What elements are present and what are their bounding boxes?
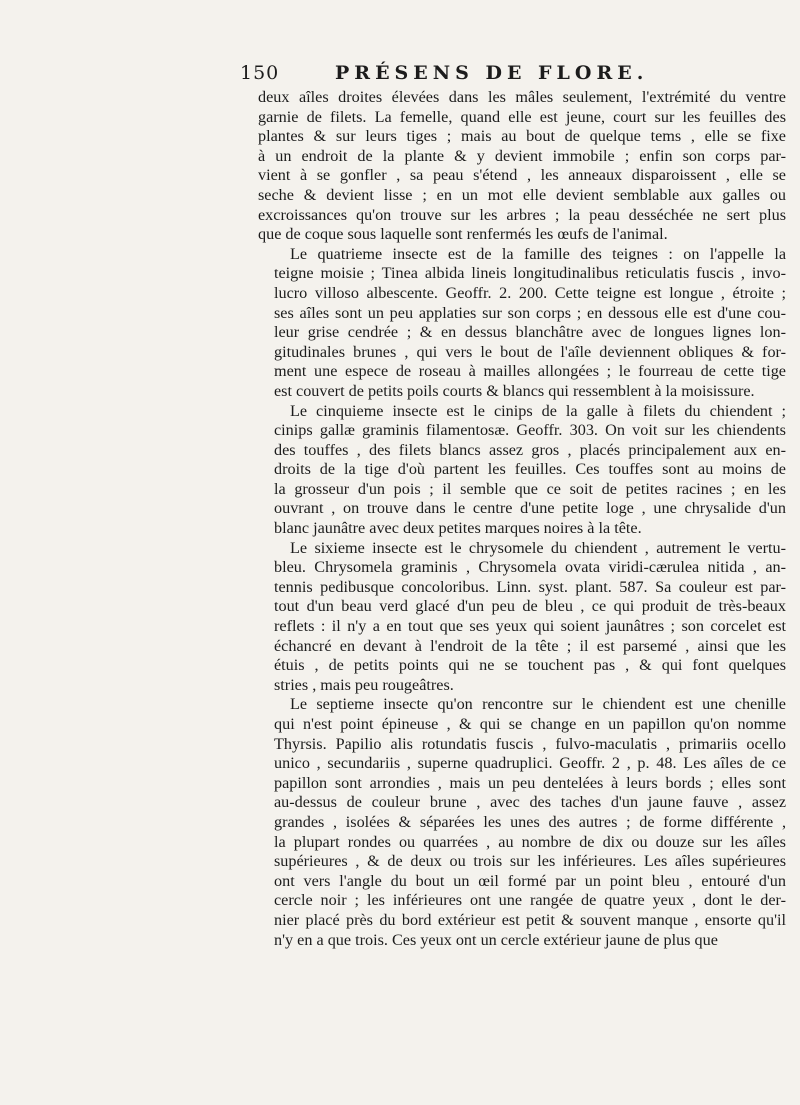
text-line: excroissances qu'on trouve sur les arbres ; la peau desséchée ne sert plus xyxy=(258,205,786,224)
paragraph xyxy=(258,402,786,539)
text-line: blanc jaunâtre avec deux petites marques noires à la tête. xyxy=(274,519,642,538)
text-line: Le sixieme insecte est le chrysomele du chiendent , autrement le vertu- xyxy=(290,538,786,557)
paragraph xyxy=(258,539,786,696)
text-line: à un endroit de la plante & y devient immobile ; enfin son corps par- xyxy=(258,146,786,165)
text-line: papillon sont arrondies , mais un peu dentelées à leurs bords ; elles sont xyxy=(274,773,786,792)
text-line: étuis , de petits points qui ne se touchent pas , & qui font quelques xyxy=(274,656,786,675)
text-line: des touffes , des filets blancs assez gros , placés principalement aux en- xyxy=(274,440,786,459)
page-number: 150 xyxy=(240,62,280,84)
text-line: qui n'est point épineuse , & qui se change en un papillon qu'on nomme xyxy=(274,715,786,733)
text-line: bleu. Chrysomela graminis , Chrysomela ovata viridi-cærulea nitida , an- xyxy=(274,558,786,577)
text-line: échancré en devant à l'endroit de la tête ; il est parsemé , ainsi que les xyxy=(274,636,786,655)
text-line: Le septieme insecte qu'on rencontre sur le chiendent est une chenille xyxy=(290,695,786,714)
text-line: la grosseur d'un pois ; il semble que ce soit de petites racines ; en les xyxy=(274,479,786,498)
text-line: grandes , isolées & séparées les unes des autres ; de forme différente , xyxy=(274,812,786,831)
text-line: ont vers l'angle du bout un œil formé par un point bleu , entouré d'un xyxy=(274,871,786,890)
text-line: ment une espece de roseau à mailles allongées ; le fourreau de cette tige xyxy=(274,362,786,381)
text-line: vient à se gonfler , sa peau s'étend , les anneaux disparoissent , elle se xyxy=(258,166,786,185)
text-line: tout d'un beau verd glacé d'un peu de bleu , ce qui produit de très-beaux xyxy=(274,597,786,616)
text-line: cinips gallæ graminis filamentosæ. Geoffr. 303. On voit sur les chiendents xyxy=(274,421,786,440)
text-line: est couvert de petits poils courts & blancs qui ressemblent à la moisissure. xyxy=(274,381,755,400)
text-line: reflets : il n'y a en tout que ses yeux qui soient jaunâtres ; son corcelet est xyxy=(274,617,786,636)
text-line: cercle noir ; les inférieures ont une rangée de quatre yeux , dont le der- xyxy=(274,891,786,910)
text-line: la plupart rondes ou quarrées , au nombre de dix ou douze sur les aîles xyxy=(274,832,786,851)
text-line: Thyrsis. Papilio alis rotundatis fuscis , fulvo-maculatis , primariis ocello xyxy=(274,734,786,753)
text-line: au-dessus de couleur brune , avec des taches d'un jaune fauve , assez xyxy=(274,793,786,812)
text-line: deux aîles droites élevées dans les mâles seulement, l'extrémité du ventre xyxy=(258,88,786,106)
text-line: gitudinales brunes , qui vers le bout de l'aîle deviennent obliques & for- xyxy=(274,342,786,361)
text-line: unico , secundariis , superne quadruplici. Geoffr. 2 , p. 48. Les aîles de ce xyxy=(274,754,786,773)
text-line: droits de la tige d'où partent les feuilles. Ces touffes sont au moins de xyxy=(274,460,786,479)
text-line: n'y en a que trois. Ces yeux ont un cercle extérieur jaune de plus que xyxy=(274,930,718,949)
text-line: tennis pedibusque concoloribus. Linn. syst. plant. 587. Sa couleur est par- xyxy=(274,577,786,596)
text-line: Le quatrieme insecte est de la famille des teignes : on l'appelle la xyxy=(290,244,786,263)
paragraph xyxy=(258,245,786,402)
text-line: ses aîles sont un peu applaties sur son corps ; en dessous elle est d'une cou- xyxy=(274,303,786,322)
running-title: PRÉSENS DE FLORE. xyxy=(335,62,649,84)
text-line: leur grise cendrée ; & en dessus blanchâtre avec de longues lignes lon- xyxy=(274,323,786,342)
text-line: garnie de filets. La femelle, quand elle est jeune, court sur les feuilles des xyxy=(258,107,786,126)
paragraph xyxy=(258,695,786,950)
text-line: ouvrant , on trouve dans le centre d'une petite loge , une chrysalide d'un xyxy=(274,499,786,518)
text-line: supérieures , & de deux ou trois sur les inférieures. Les aîles supérieures xyxy=(274,852,786,871)
body-text xyxy=(258,88,786,950)
text-line: teigne moisie ; Tinea albida lineis longitudinalibus reticulatis fuscis , invo- xyxy=(274,264,786,283)
text-line: Le cinquieme insecte est le cinips de la galle à filets du chiendent ; xyxy=(290,401,786,420)
text-line: stries , mais peu rougeâtres. xyxy=(274,675,454,694)
text-line: plantes & sur leurs tiges ; mais au bout de quelque tems , elle se fixe xyxy=(258,127,786,146)
text-line: seche & devient lisse ; en un mot elle devient semblable aux galles ou xyxy=(258,185,786,204)
text-line: lucro villoso albescente. Geoffr. 2. 200. Cette teigne est longue , étroite ; xyxy=(274,283,786,302)
text-line: que de coque sous laquelle sont renfermés les œufs de l'animal. xyxy=(258,225,668,244)
text-line: nier placé près du bord extérieur est petit & souvent manque , ensorte qu'il xyxy=(274,910,786,929)
paragraph xyxy=(258,88,786,245)
